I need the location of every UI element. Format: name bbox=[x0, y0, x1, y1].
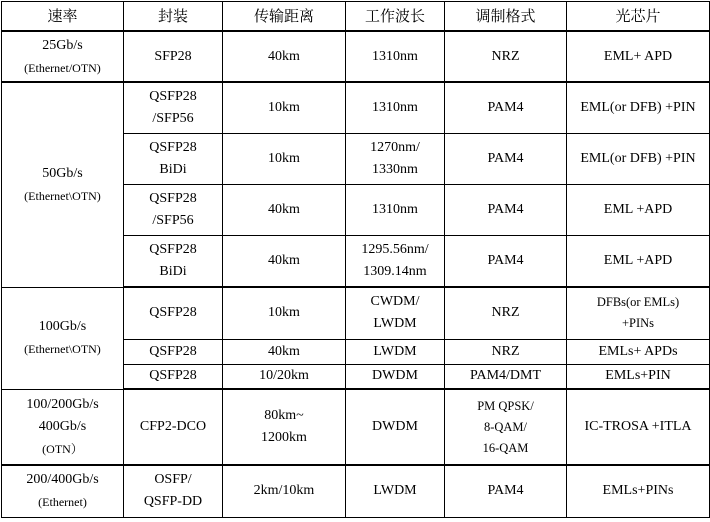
package-cell: QSFP28 bbox=[124, 364, 223, 389]
optical-module-spec-table bbox=[1, 1, 710, 518]
distance-cell: 80km~ 1200km bbox=[223, 389, 346, 465]
rate-cell bbox=[2, 287, 124, 389]
chip-cell: EML +APD bbox=[567, 235, 710, 287]
rate-cell bbox=[2, 31, 124, 82]
chip-cell: EML+ APD bbox=[567, 31, 710, 82]
distance-cell: 40km bbox=[223, 235, 346, 287]
rate-value: 100Gb/s bbox=[38, 319, 87, 334]
rate-protocol: (Ethernet) bbox=[38, 495, 87, 510]
header-chip: 光芯片 bbox=[567, 2, 710, 32]
table-row bbox=[2, 389, 710, 465]
package-cell: QSFP28 /SFP56 bbox=[124, 82, 223, 133]
modulation-cell: PAM4 bbox=[445, 235, 567, 287]
wavelength-cell: DWDM bbox=[346, 389, 445, 465]
header-wavelength: 工作波长 bbox=[346, 2, 445, 32]
package-cell: SFP28 bbox=[124, 31, 223, 82]
package-cell: QSFP28 bbox=[124, 339, 223, 364]
wavelength-cell: 1310nm bbox=[346, 31, 445, 82]
chip-cell: EMLs+PINs bbox=[567, 465, 710, 517]
table-row bbox=[2, 465, 710, 517]
chip-cell: DFBs(or EMLs) +PINs bbox=[567, 287, 710, 339]
distance-cell: 10km bbox=[223, 133, 346, 184]
modulation-cell: NRZ bbox=[445, 339, 567, 364]
wavelength-cell: LWDM bbox=[346, 465, 445, 517]
chip-cell: EMLs+ APDs bbox=[567, 339, 710, 364]
rate-protocol: (Ethernet\OTN) bbox=[24, 342, 101, 356]
distance-cell: 10/20km bbox=[223, 364, 346, 389]
modulation-cell: PAM4 bbox=[445, 184, 567, 235]
rate-value: 50Gb/s bbox=[42, 165, 83, 181]
wavelength-cell: 1310nm bbox=[346, 184, 445, 235]
chip-cell: IC-TROSA +ITLA bbox=[567, 389, 710, 465]
distance-cell: 40km bbox=[223, 184, 346, 235]
distance-cell: 2km/10km bbox=[223, 465, 346, 517]
distance-cell: 10km bbox=[223, 287, 346, 339]
distance-cell: 10km bbox=[223, 82, 346, 133]
package-cell: QSFP28 bbox=[124, 287, 223, 339]
rate-protocol: (Ethernet\OTN) bbox=[24, 188, 101, 203]
header-modulation: 调制格式 bbox=[445, 2, 567, 32]
modulation-cell: PAM4 bbox=[445, 133, 567, 184]
modulation-cell: PM QPSK/ 8-QAM/ 16-QAM bbox=[445, 389, 567, 465]
rate-cell bbox=[2, 389, 124, 465]
rate-protocol: (Ethernet/OTN) bbox=[24, 60, 101, 75]
package-cell: QSFP28 BiDi bbox=[124, 235, 223, 287]
table-row bbox=[2, 287, 710, 339]
wavelength-cell: 1270nm/ 1330nm bbox=[346, 133, 445, 184]
package-cell: CFP2-DCO bbox=[124, 389, 223, 465]
chip-cell: EML(or DFB) +PIN bbox=[567, 133, 710, 184]
rate-value: 100/200Gb/s bbox=[26, 396, 99, 412]
package-cell: OSFP/ QSFP-DD bbox=[124, 465, 223, 517]
rate-value: 25Gb/s bbox=[42, 37, 83, 53]
distance-cell: 40km bbox=[223, 339, 346, 364]
header-distance: 传输距离 bbox=[223, 2, 346, 32]
package-cell: QSFP28 /SFP56 bbox=[124, 184, 223, 235]
header-rate: 速率 bbox=[2, 2, 124, 32]
modulation-cell: NRZ bbox=[445, 287, 567, 339]
modulation-cell: PAM4 bbox=[445, 82, 567, 133]
chip-cell: EMLs+PIN bbox=[567, 364, 710, 389]
wavelength-cell: 1310nm bbox=[346, 82, 445, 133]
modulation-cell: PAM4/DMT bbox=[445, 364, 567, 389]
wavelength-cell: LWDM bbox=[346, 339, 445, 364]
table-row bbox=[2, 82, 710, 133]
rate-cell bbox=[2, 465, 124, 517]
header-package: 封装 bbox=[124, 2, 223, 32]
chip-cell: EML(or DFB) +PIN bbox=[567, 82, 710, 133]
wavelength-cell: 1295.56nm/ 1309.14nm bbox=[346, 235, 445, 287]
modulation-cell: PAM4 bbox=[445, 465, 567, 517]
rate-value: 200/400Gb/s bbox=[26, 472, 99, 488]
rate-protocol: (OTN） bbox=[42, 441, 83, 456]
header-row bbox=[2, 2, 710, 32]
distance-cell: 40km bbox=[223, 31, 346, 82]
package-cell: QSFP28 BiDi bbox=[124, 133, 223, 184]
rate-cell bbox=[2, 82, 124, 287]
rate-value-secondary: 400Gb/s bbox=[38, 418, 87, 434]
chip-cell: EML +APD bbox=[567, 184, 710, 235]
modulation-cell: NRZ bbox=[445, 31, 567, 82]
wavelength-cell: CWDM/ LWDM bbox=[346, 287, 445, 339]
wavelength-cell: DWDM bbox=[346, 364, 445, 389]
table-row bbox=[2, 31, 710, 82]
